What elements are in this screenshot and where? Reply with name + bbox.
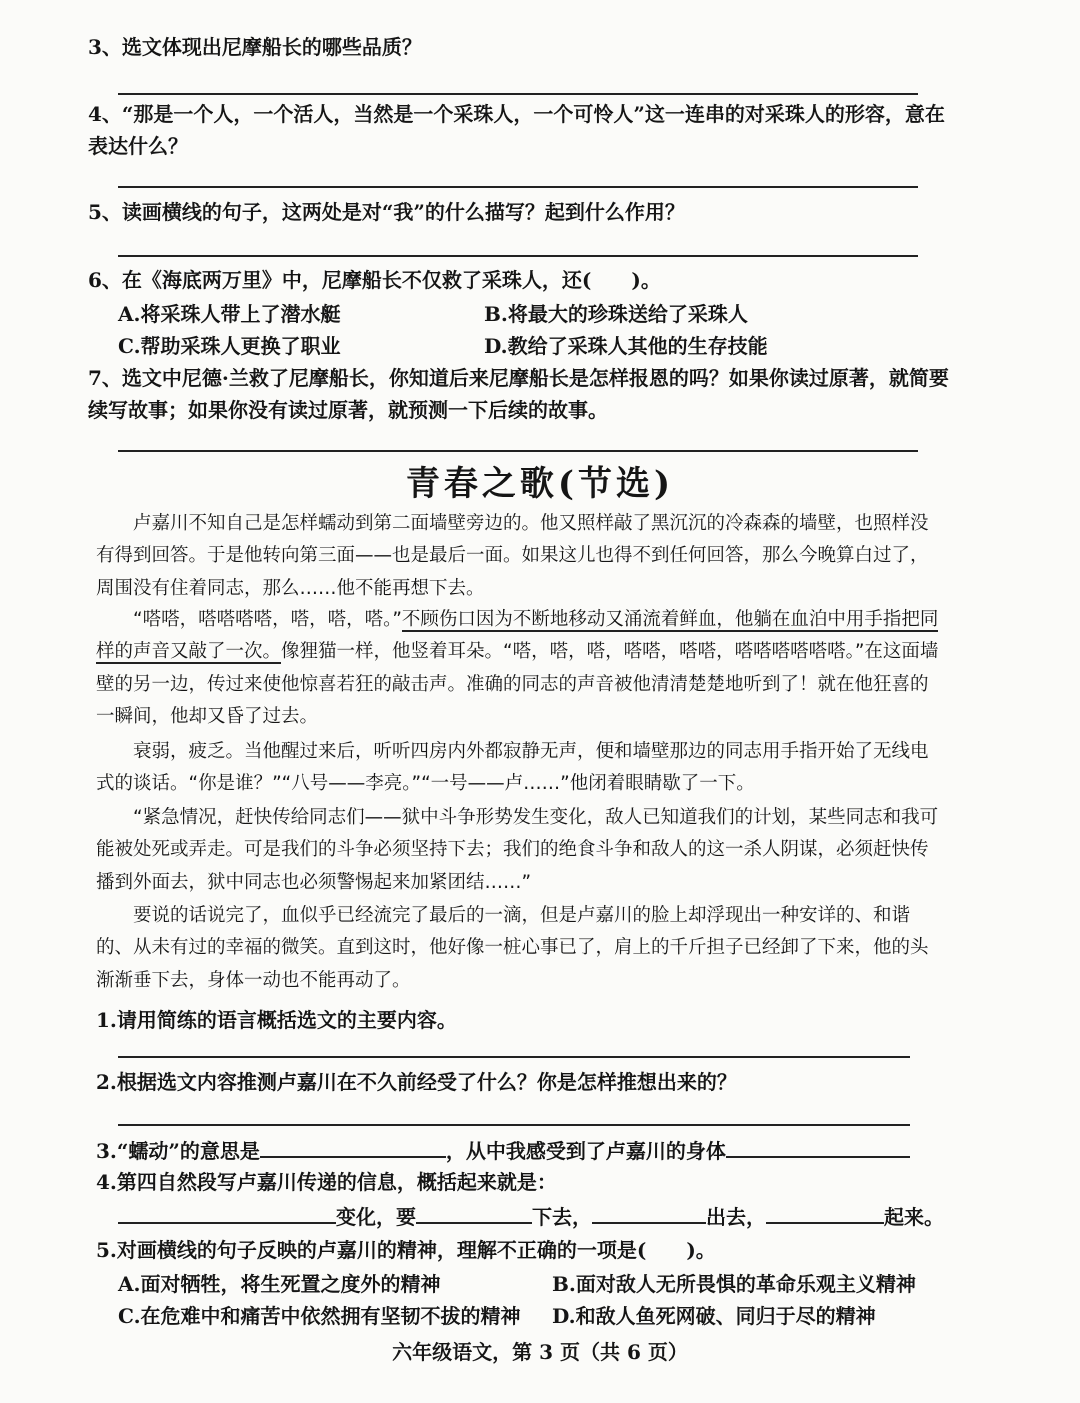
question-b4-blanks <box>118 1200 944 1233</box>
option-c: C.在危难中和痛苦中依然拥有坚韧不拔的精神 <box>118 1304 521 1328</box>
question-text: ，从中我感受到了卢嘉川的身体 <box>445 1139 726 1163</box>
question-6: 6、在《海底两万里》中，尼摩船长不仅救了采珠人，还( )。 <box>88 268 661 292</box>
onomatopoeia-text: “嗒嗒，嗒嗒嗒嗒，嗒，嗒，嗒。” <box>133 609 402 630</box>
underlined-sentence: 不顾伤口因为不断地移动又涌流着鲜血，他躺在血泊中用手指把同样的声音又敲了一次。 <box>96 609 939 663</box>
question-3: 3、选文体现出尼摩船长的哪些品质？ <box>88 35 422 59</box>
option-c: C.帮助采珠人更换了职业 <box>118 334 341 358</box>
question-b4: 4.第四自然段写卢嘉川传递的信息，概括起来就是： <box>96 1170 557 1194</box>
option-b: B.面对敌人无所畏惧的革命乐观主义精神 <box>552 1272 916 1296</box>
paragraph-text: 像狸猫一样，他竖着耳朵。“嗒，嗒，嗒，嗒嗒，嗒嗒，嗒嗒嗒嗒嗒嗒。”在这面墙壁的另一边，传过来使他惊喜若狂的敲击声。准确的同志的声音被他清清楚楚地听到了！就在他狂喜的一瞬间，他却又昏了过去。 <box>96 641 939 727</box>
question-b3 <box>96 1134 910 1167</box>
option-a: A.面对牺牲，将生死置之度外的精神 <box>118 1272 441 1296</box>
question-4: 4、“那是一个人，一个活人，当然是一个采珠人，一个可怜人”这一连串的对采珠人的形容，意在表达什么？ <box>88 102 945 158</box>
answer-line <box>118 1056 910 1058</box>
blank-suffix: 变化，要 <box>336 1205 416 1229</box>
option-a: A.将采珠人带上了潜水艇 <box>118 302 341 326</box>
answer-line <box>118 255 918 257</box>
passage-paragraph-2 <box>96 604 946 733</box>
page-footer: 六年级语文，第 3 页（共 6 页） <box>392 1340 688 1364</box>
option-d: D.和敌人鱼死网破、同归于尽的精神 <box>552 1304 876 1328</box>
option-b: B.将最大的珍珠送给了采珠人 <box>484 302 748 326</box>
fill-blank[interactable] <box>260 1134 446 1158</box>
passage-paragraph-5: 要说的话说完了，血似乎已经流完了最后的一滴，但是卢嘉川的脸上却浮现出一种安详的、和谐的、从未有过的幸福的微笑。直到这时，他好像一桩心事已了，肩上的千斤担子已经卸了下来，他的头渐渐垂下去，身体一动也不能再动了。 <box>96 905 929 991</box>
passage-title: 青春之歌(节选) <box>405 464 675 504</box>
fill-blank[interactable] <box>592 1200 706 1224</box>
passage-paragraph-3: 衰弱，疲乏。当他醒过来后，听听四房内外都寂静无声，便和墙壁那边的同志用手指开始了无线电式的谈话。“你是谁？”“八号——李亮。”“一号——卢……”他闭着眼睛歇了一下。 <box>96 741 929 795</box>
question-b5: 5.对画横线的句子反映的卢嘉川的精神，理解不正确的一项是( )。 <box>96 1238 716 1262</box>
question-text: 3.“蠕动”的意思是 <box>96 1139 260 1163</box>
answer-line <box>118 450 918 452</box>
question-b2: 2.根据选文内容推测卢嘉川在不久前经受了什么？你是怎样推想出来的？ <box>96 1070 737 1094</box>
fill-blank[interactable] <box>416 1200 532 1224</box>
answer-line <box>118 186 918 188</box>
answer-line <box>118 93 918 95</box>
question-7: 7、选文中尼德·兰救了尼摩船长，你知道后来尼摩船长是怎样报恩的吗？如果你读过原著，就简要续写故事；如果你没有读过原著，就预测一下后续的故事。 <box>88 366 949 422</box>
passage-paragraph-1: 卢嘉川不知自己是怎样蠕动到第二面墙壁旁边的。他又照样敲了黑沉沉的冷森森的墙壁，也照样没有得到回答。于是他转向第三面——也是最后一面。如果这儿也得不到任何回答，那么今晚算白过了，周围没有住着同志，那么……他不能再想下去。 <box>96 513 929 599</box>
answer-line <box>118 1124 910 1126</box>
fill-blank[interactable] <box>726 1134 910 1158</box>
blank-suffix: 起来。 <box>884 1205 944 1229</box>
blank-suffix: 下去， <box>532 1205 592 1229</box>
blank-suffix: 出去， <box>706 1205 766 1229</box>
question-5: 5、读画横线的句子，这两处是对“我”的什么描写？起到什么作用？ <box>88 200 685 224</box>
passage-paragraph-4: “紧急情况，赶快传给同志们——狱中斗争形势发生变化，敌人已知道我们的计划，某些同志和我可能被处死或弄走。可是我们的斗争必须坚持下去；我们的绝食斗争和敌人的这一杀人阴谋，必须赶快传播到外面去，狱中同志也必须警惕起来加紧团结……” <box>96 807 939 893</box>
question-b1: 1.请用简练的语言概括选文的主要内容。 <box>96 1008 457 1032</box>
fill-blank[interactable] <box>766 1200 884 1224</box>
fill-blank[interactable] <box>118 1200 336 1224</box>
option-d: D.教给了采珠人其他的生存技能 <box>484 334 768 358</box>
